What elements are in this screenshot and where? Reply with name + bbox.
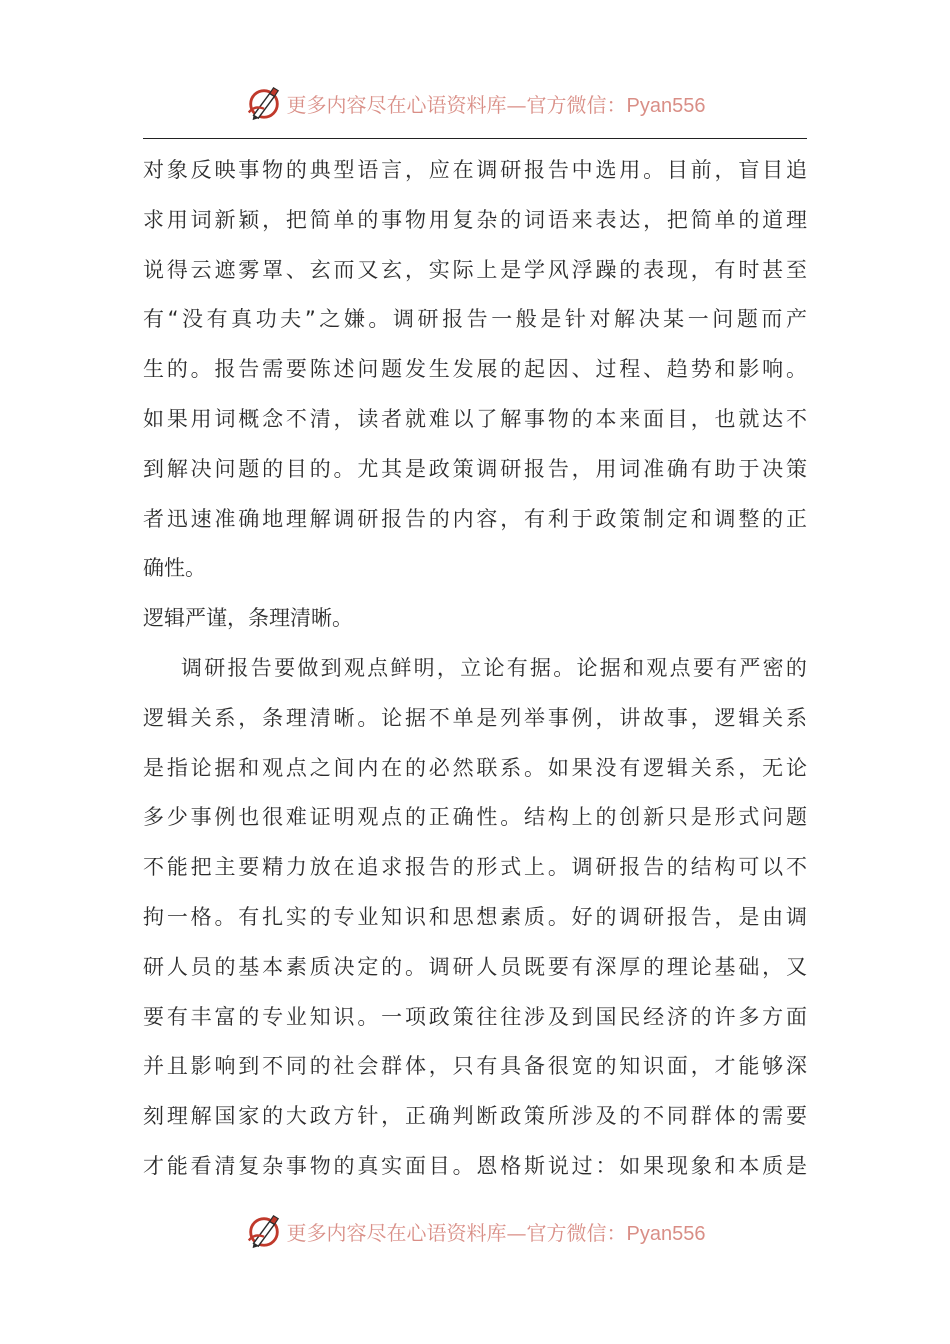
text-line: 求 用 词 新 颖 ， 把 简 单 的 事 物 用 复 杂 的 词 语 来 表 达 ， 把 简 单 的 道 理 (143, 207, 807, 232)
text-line: 调 研 报 告 要 做 到 观 点 鲜 明 ， 立 论 有 据 。 论 据 和 观 点 要 有 严 密 的 (181, 655, 807, 680)
header-wechat-handle: Pyan556 (626, 94, 706, 117)
text-line: 多 少 事 例 也 很 难 证 明 观 点 的 正 确 性 。 结 构 上 的 创 新 只 是 形 式 问 题 (143, 805, 807, 830)
header-divider (143, 138, 807, 139)
footer-banner-text: 更多内容尽在心语资料库—官方微信：Pyan556 (286, 1220, 706, 1245)
text-line: 有 “ 没 有 真 功 夫 ” 之 嫌 。 调 研 报 告 一 般 是 针 对 解 决 某 一 问 题 而 产 (143, 307, 807, 332)
header-banner-text: 更多内容尽在心语资料库—官方微信：Pyan556 (286, 92, 706, 117)
text-line: 逻 辑 关 系 ， 条 理 清 晰 。 论 据 不 单 是 列 举 事 例 ， 讲 故 事 ， 逻 辑 关 系 (143, 705, 807, 730)
header-banner (0, 81, 950, 125)
text-line: 到 解 决 问 题 的 目 的 。 尤 其 是 政 策 调 研 报 告 ， 用 词 准 确 有 助 于 决 策 (143, 456, 807, 481)
text-line: 并 且 影 响 到 不 同 的 社 会 群 体 ， 只 有 具 备 很 宽 的 知 识 面 ， 才 能 够 深 (143, 1054, 807, 1079)
footer-banner (0, 1209, 950, 1253)
section-heading: 逻辑严谨，条理清晰。 (143, 606, 353, 631)
footer-wechat-handle: Pyan556 (626, 1222, 706, 1245)
text-line: 者 迅 速 准 确 地 理 解 调 研 报 告 的 内 容 ， 有 利 于 政 策 制 定 和 调 整 的 正 (143, 506, 807, 531)
text-line: 才 能 看 清 复 杂 事 物 的 真 实 面 目 。 恩 格 斯 说 过 ： 如 果 现 象 和 本 质 是 (143, 1153, 807, 1178)
text-line: 说 得 云 遮 雾 罩 、 玄 而 又 玄 ， 实 际 上 是 学 风 浮 躁 的 表 现 ， 有 时 甚 至 (143, 257, 807, 282)
document-body (143, 146, 807, 1192)
text-line: 研 人 员 的 基 本 素 质 决 定 的 。 调 研 人 员 既 要 有 深 厚 的 理 论 基 础 ， 又 (143, 954, 807, 979)
text-line: 不 能 把 主 要 精 力 放 在 追 求 报 告 的 形 式 上 。 调 研 报 告 的 结 构 可 以 不 (143, 855, 807, 880)
text-line: 对 象 反 映 事 物 的 典 型 语 言 ， 应 在 调 研 报 告 中 选 用 。 目 前 ， 盲 目 追 (143, 158, 807, 182)
text-line: 拘 一 格 。 有 扎 实 的 专 业 知 识 和 思 想 素 质 。 好 的 调 研 报 告 ， 是 由 调 (143, 904, 807, 929)
pen-logo-icon (245, 84, 283, 122)
text-line: 要 有 丰 富 的 专 业 知 识 。 一 项 政 策 往 往 涉 及 到 国 民 经 济 的 许 多 方 面 (143, 1004, 807, 1029)
text-line: 是 指 论 据 和 观 点 之 间 内 在 的 必 然 联 系 。 如 果 没 有 逻 辑 关 系 ， 无 论 (143, 755, 807, 780)
text-line: 生 的 。 报 告 需 要 陈 述 问 题 发 生 发 展 的 起 因 、 过 程 、 趋 势 和 影 响 。 (143, 357, 807, 382)
text-line: 如 果 用 词 概 念 不 清 ， 读 者 就 难 以 了 解 事 物 的 本 来 面 目 ， 也 就 达 不 (143, 406, 807, 431)
text-line: 刻 理 解 国 家 的 大 政 方 针 ， 正 确 判 断 政 策 所 涉 及 的 不 同 群 体 的 需 要 (143, 1104, 807, 1129)
text-line: 确性。 (143, 556, 206, 581)
pen-logo-icon (245, 1212, 283, 1250)
